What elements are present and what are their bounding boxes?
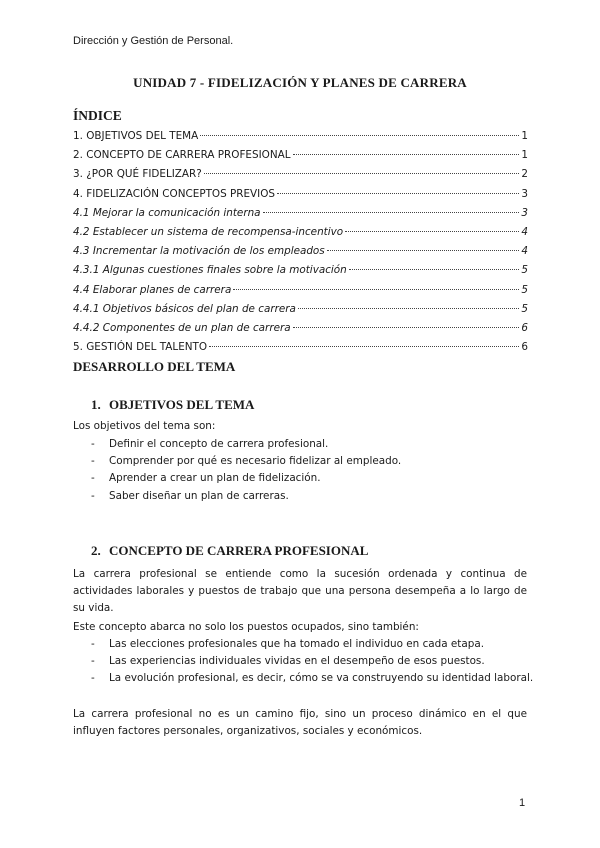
list-item-text: Comprender por qué es necesario fidelizar al empleado.: [109, 455, 402, 468]
section-2-paragraph-3: La carrera profesional no es un camino fijo, sino un proceso dinámico en el que influyen factores personales, organizativos, sociales y económicos.: [73, 708, 527, 737]
bullet-dash: -: [91, 489, 95, 502]
toc-entry[interactable]: [73, 319, 528, 338]
toc-entry-label: 4.3.1 Algunas cuestiones finales sobre la motivación: [73, 264, 347, 277]
page-number: 1: [519, 797, 526, 809]
section-2-paragraph-1: La carrera profesional se entiende como la sucesión ordenada y continua de actividades laborales y puestos de trabajo que una persona desempeña a lo largo de su vida.: [73, 568, 527, 614]
toc-entry-page: 2: [521, 168, 528, 181]
toc-dot-leader: [298, 308, 519, 309]
toc-entry-page: 6: [521, 341, 528, 354]
toc-dot-leader: [204, 173, 520, 174]
toc-entry-label: 4.2 Establecer un sistema de recompensa-incentivo: [73, 225, 344, 238]
section-1-number: 1.: [91, 397, 101, 412]
toc-entry[interactable]: [73, 146, 528, 165]
toc-entry[interactable]: [73, 204, 528, 223]
toc-dot-leader: [293, 327, 520, 328]
toc-dot-leader: [263, 212, 520, 213]
toc-entry[interactable]: [73, 281, 528, 300]
section-2-paragraph-2: Este concepto abarca no solo los puestos ocupados, sino también:: [73, 621, 419, 633]
bullet-dash: -: [91, 472, 95, 485]
toc-dot-leader: [349, 269, 520, 270]
list-item: [91, 670, 533, 687]
section-1-objectives-list: [91, 436, 401, 505]
toc-dot-leader: [327, 250, 520, 251]
toc-entry-label: 4.4 Elaborar planes de carrera: [73, 283, 232, 296]
toc-entry[interactable]: [73, 165, 528, 184]
toc-entry-page: 3: [521, 206, 528, 219]
toc-entry-label: 4.4.1 Objetivos básicos del plan de carrera: [73, 302, 296, 315]
toc-entry-label: 4. FIDELIZACIÓN CONCEPTOS PREVIOS: [73, 187, 276, 200]
list-item-text: Aprender a crear un plan de fidelización.: [109, 472, 321, 485]
toc-entry[interactable]: [73, 242, 528, 261]
toc-dot-leader: [209, 346, 519, 347]
list-item: [91, 453, 401, 470]
toc-heading: ÍNDICE: [73, 108, 122, 123]
toc-entry-label: 2. CONCEPTO DE CARRERA PROFESIONAL: [73, 149, 291, 162]
toc-entry[interactable]: [73, 185, 528, 204]
toc-entry-page: 3: [521, 187, 528, 200]
toc-entry-label: 4.4.2 Componentes de un plan de carrera: [73, 321, 291, 334]
list-item: [91, 653, 533, 670]
bullet-dash: -: [91, 672, 95, 685]
list-item-text: Las elecciones profesionales que ha tomado el individuo en cada etapa.: [109, 638, 485, 650]
section-2-title: CONCEPTO DE CARRERA PROFESIONAL: [109, 543, 369, 558]
toc-entry-page: 5: [521, 264, 528, 277]
list-item-text: Las experiencias individuales vividas en el desempeño de esos puestos.: [109, 655, 485, 668]
toc-entry-label: 4.1 Mejorar la comunicación interna: [73, 206, 261, 219]
toc-entry-label: 3. ¿POR QUÉ FIDELIZAR?: [73, 168, 202, 181]
toc-entry[interactable]: [73, 261, 528, 280]
list-item: [91, 488, 401, 505]
toc-entry[interactable]: [73, 300, 528, 319]
section-1-heading: [91, 397, 254, 413]
running-header: Dirección y Gestión de Personal.: [73, 35, 234, 47]
toc-entry-page: 1: [521, 149, 528, 162]
toc-entry-label: 4.3 Incrementar la motivación de los empleados: [73, 245, 325, 258]
toc-dot-leader: [277, 193, 519, 194]
toc-entry[interactable]: [73, 338, 528, 357]
toc-entry-label: 5. GESTIÓN DEL TALENTO: [73, 341, 208, 354]
toc-entry-page: 6: [521, 321, 528, 334]
table-of-contents: [73, 127, 528, 357]
list-item: [91, 470, 401, 487]
toc-entry-page: 4: [521, 225, 528, 238]
list-item-text: Saber diseñar un plan de carreras.: [109, 489, 289, 502]
toc-dot-leader: [233, 289, 519, 290]
section-1-title: OBJETIVOS DEL TEMA: [109, 397, 255, 412]
toc-dot-leader: [345, 231, 519, 232]
bullet-dash: -: [91, 655, 95, 668]
bullet-dash: -: [91, 638, 95, 650]
toc-entry[interactable]: [73, 127, 528, 146]
bullet-dash: -: [91, 438, 95, 450]
toc-dot-leader: [200, 135, 519, 136]
unit-title: UNIDAD 7 - FIDELIZACIÓN Y PLANES DE CARRERA: [133, 75, 467, 90]
bullet-dash: -: [91, 455, 95, 468]
section-2-heading: [91, 543, 368, 559]
section-1-intro: Los objetivos del tema son:: [73, 420, 216, 432]
section-2-number: 2.: [91, 543, 101, 558]
list-item: [91, 436, 401, 453]
section-2-aspects-list: [91, 636, 533, 688]
toc-entry[interactable]: [73, 223, 528, 242]
list-item: [91, 636, 533, 653]
toc-entry-page: 5: [521, 302, 528, 315]
list-item-text: La evolución profesional, es decir, cómo se va construyendo su identidad laboral.: [109, 672, 534, 685]
toc-entry-page: 5: [521, 283, 528, 296]
toc-entry-label: 1. OBJETIVOS DEL TEMA: [73, 130, 199, 142]
list-item-text: Definir el concepto de carrera profesional.: [109, 438, 329, 450]
toc-entry-page: 4: [521, 245, 528, 258]
toc-entry-page: 1: [521, 130, 528, 142]
toc-dot-leader: [293, 154, 520, 155]
development-heading: DESARROLLO DEL TEMA: [73, 359, 236, 374]
